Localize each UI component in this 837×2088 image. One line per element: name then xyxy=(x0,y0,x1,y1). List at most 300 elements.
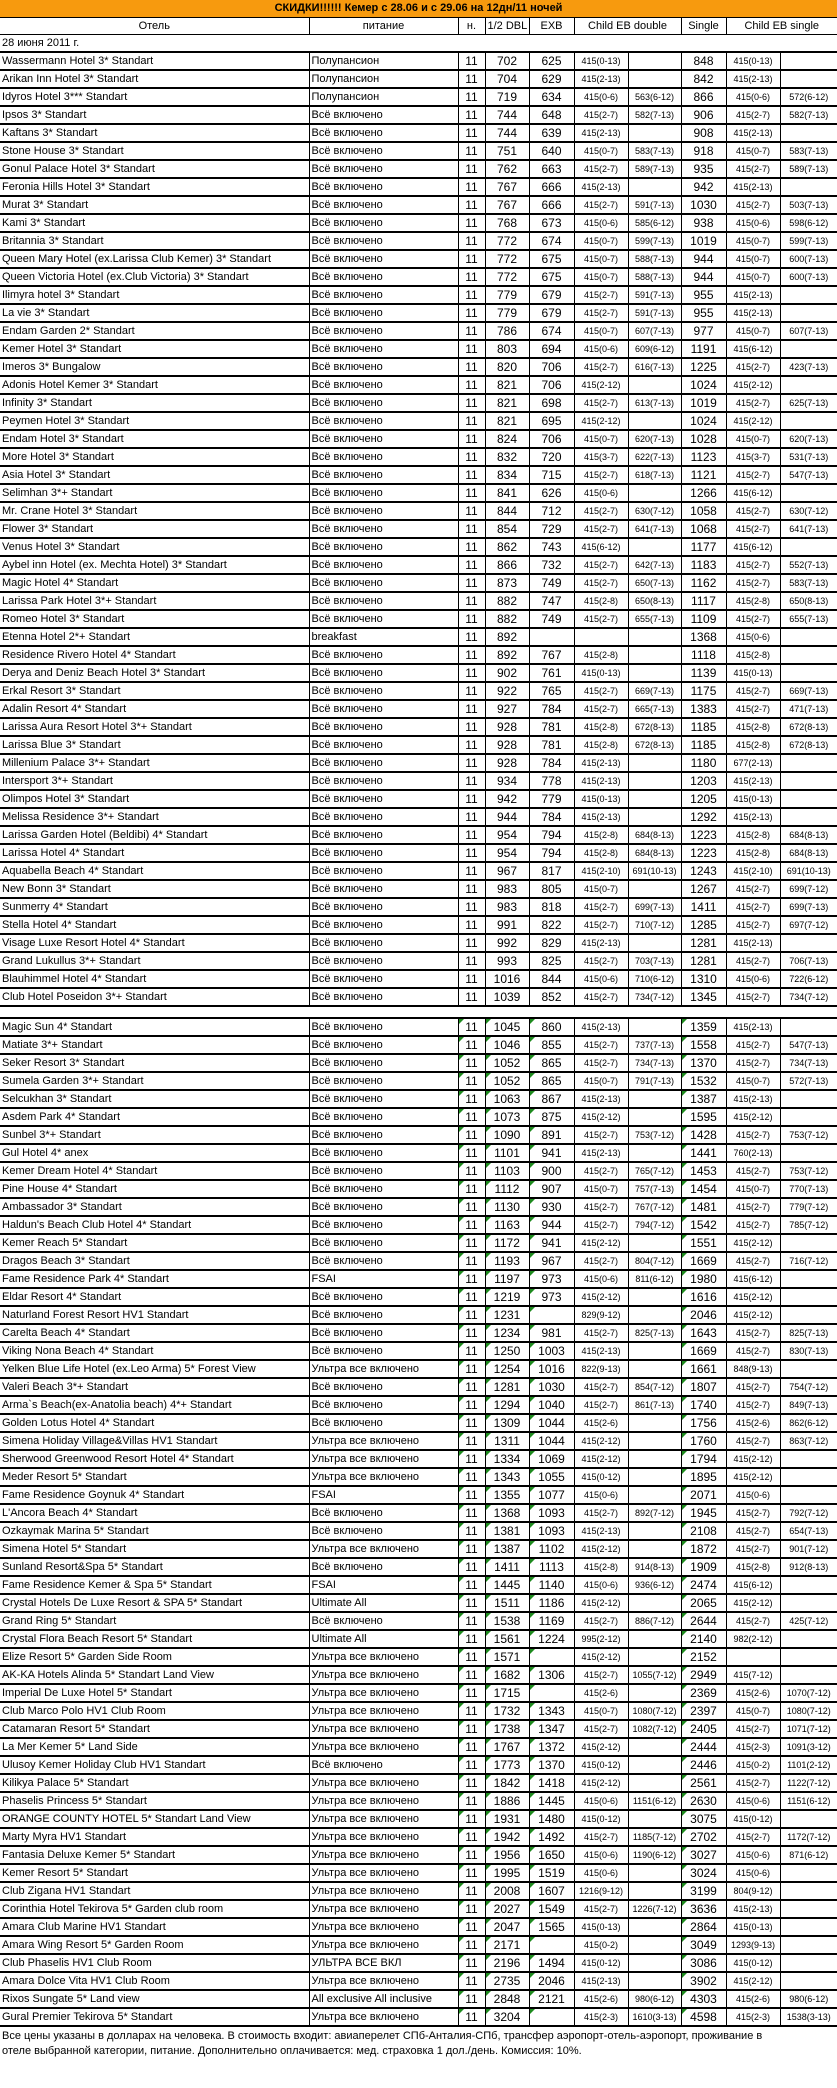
nights: 11 xyxy=(458,1054,485,1072)
child-eb-single-1 xyxy=(726,1648,780,1666)
single-price: 1643 xyxy=(681,1324,726,1342)
child-eb-single-1: 415(7-12) xyxy=(726,1666,780,1684)
exb-price: 1077 xyxy=(529,1486,574,1504)
dbl-price: 1886 xyxy=(485,1792,529,1810)
child-eb-double-1: 415(2-13) xyxy=(574,772,628,790)
child-eb-double-1: 415(2-13) xyxy=(574,808,628,826)
meal-plan: Ультра все включено xyxy=(309,1918,458,1936)
child-eb-single-1: 415(2-8) xyxy=(726,646,780,664)
single-price: 1162 xyxy=(681,574,726,592)
table-row xyxy=(0,1864,837,1882)
single-price: 906 xyxy=(681,106,726,124)
single-price: 1756 xyxy=(681,1414,726,1432)
hotel-name: La Mer Kemer 5* Land Side xyxy=(0,1738,309,1756)
child-eb-single-2: 792(7-12) xyxy=(780,1504,837,1522)
child-eb-single-1: 415(2-7) xyxy=(726,1198,780,1216)
child-eb-double-2: 620(7-13) xyxy=(628,430,681,448)
meal-plan: Всё включено xyxy=(309,1504,458,1522)
nights: 11 xyxy=(458,1990,485,2008)
hotel-name: L'Ancora Beach 4* Standart xyxy=(0,1504,309,1522)
table-row xyxy=(0,682,837,700)
single-price: 3075 xyxy=(681,1810,726,1828)
exb-price: 1343 xyxy=(529,1702,574,1720)
table-row xyxy=(0,484,837,502)
child-eb-single-2 xyxy=(780,1234,837,1252)
single-price: 1177 xyxy=(681,538,726,556)
single-price: 918 xyxy=(681,142,726,160)
child-eb-single-1: 415(0-7) xyxy=(726,232,780,250)
hotel-name: ORANGE COUNTY HOTEL 5* Standart Land View xyxy=(0,1810,309,1828)
nights: 11 xyxy=(458,1630,485,1648)
child-eb-single-2: 754(7-12) xyxy=(780,1378,837,1396)
meal-plan: Всё включено xyxy=(309,448,458,466)
child-eb-single-1: 415(2-7) xyxy=(726,1342,780,1360)
meal-plan: Всё включено xyxy=(309,1018,458,1036)
dbl-price: 928 xyxy=(485,718,529,736)
hotel-name: Corinthia Hotel Tekirova 5* Garden club room xyxy=(0,1900,309,1918)
child-eb-double-1: 822(9-13) xyxy=(574,1360,628,1378)
child-eb-single-2 xyxy=(780,304,837,322)
hotel-name: Peymen Hotel 3* Standart xyxy=(0,412,309,430)
dbl-price: 1571 xyxy=(485,1648,529,1666)
exb-price: 1370 xyxy=(529,1756,574,1774)
meal-plan: Ультра все включено xyxy=(309,1360,458,1378)
dbl-price: 1682 xyxy=(485,1666,529,1684)
single-price: 1453 xyxy=(681,1162,726,1180)
child-eb-single-2 xyxy=(780,1936,837,1954)
table-row xyxy=(0,1630,837,1648)
meal-plan: Всё включено xyxy=(309,322,458,340)
child-eb-single-2 xyxy=(780,754,837,772)
meal-plan: Ультра все включено xyxy=(309,1864,458,1882)
meal-plan: Всё включено xyxy=(309,1090,458,1108)
nights: 11 xyxy=(458,1576,485,1594)
child-eb-single-1: 415(2-7) xyxy=(726,574,780,592)
child-eb-double-2: 980(6-12) xyxy=(628,1990,681,2008)
nights: 11 xyxy=(458,1180,485,1198)
exb-price: 639 xyxy=(529,124,574,142)
nights: 11 xyxy=(458,538,485,556)
nights: 11 xyxy=(458,1972,485,1990)
single-price: 1266 xyxy=(681,484,726,502)
dbl-price: 1045 xyxy=(485,1018,529,1036)
single-price: 2446 xyxy=(681,1756,726,1774)
child-eb-single-1: 415(0-12) xyxy=(726,1954,780,1972)
single-price: 944 xyxy=(681,268,726,286)
dbl-price: 1773 xyxy=(485,1756,529,1774)
child-eb-double-1: 415(0-6) xyxy=(574,1486,628,1504)
child-eb-single-2 xyxy=(780,934,837,952)
hotel-name: More Hotel 3* Standart xyxy=(0,448,309,466)
nights: 11 xyxy=(458,304,485,322)
group1-body xyxy=(0,52,837,1006)
meal-plan: Всё включено xyxy=(309,1414,458,1432)
child-eb-single-1: 415(2-6) xyxy=(726,1990,780,2008)
hotel-name: Selcukhan 3* Standart xyxy=(0,1090,309,1108)
single-price: 2065 xyxy=(681,1594,726,1612)
nights: 11 xyxy=(458,394,485,412)
single-price: 3027 xyxy=(681,1846,726,1864)
exb-price: 675 xyxy=(529,268,574,286)
dbl-price: 772 xyxy=(485,250,529,268)
child-eb-single-2 xyxy=(780,628,837,646)
child-eb-single-1: 415(2-7) xyxy=(726,916,780,934)
dbl-price: 1052 xyxy=(485,1072,529,1090)
nights: 11 xyxy=(458,1846,485,1864)
single-price: 1595 xyxy=(681,1108,726,1126)
hotel-name: Infinity 3* Standart xyxy=(0,394,309,412)
single-price: 2474 xyxy=(681,1576,726,1594)
hotel-name: Larissa Blue 3* Standart xyxy=(0,736,309,754)
child-eb-single-1: 415(2-7) xyxy=(726,106,780,124)
header-child-eb-single: Child EB single xyxy=(726,18,837,35)
child-eb-double-2 xyxy=(628,1810,681,1828)
meal-plan: Всё включено xyxy=(309,1180,458,1198)
child-eb-double-1: 415(2-7) xyxy=(574,394,628,412)
child-eb-single-2: 531(7-13) xyxy=(780,448,837,466)
nights: 11 xyxy=(458,772,485,790)
child-eb-double-2: 563(6-12) xyxy=(628,88,681,106)
exb-price: 679 xyxy=(529,304,574,322)
hotel-name: Club Phaselis HV1 Club Room xyxy=(0,1954,309,1972)
child-eb-single-1: 415(0-6) xyxy=(726,1864,780,1882)
nights: 11 xyxy=(458,1954,485,1972)
child-eb-single-1: 415(2-7) xyxy=(726,196,780,214)
exb-price: 706 xyxy=(529,376,574,394)
single-price: 2630 xyxy=(681,1792,726,1810)
meal-plan: Всё включено xyxy=(309,538,458,556)
child-eb-double-1: 415(2-13) xyxy=(574,1522,628,1540)
child-eb-single-2: 503(7-13) xyxy=(780,196,837,214)
hotel-name: Kemer Hotel 3* Standart xyxy=(0,340,309,358)
dbl-price: 1738 xyxy=(485,1720,529,1738)
single-price: 1370 xyxy=(681,1054,726,1072)
hotel-name: Eldar Resort 4* Standart xyxy=(0,1288,309,1306)
child-eb-single-1: 415(2-12) xyxy=(726,1108,780,1126)
single-price: 1807 xyxy=(681,1378,726,1396)
hotel-name: Meder Resort 5* Standart xyxy=(0,1468,309,1486)
nights: 11 xyxy=(458,1684,485,1702)
child-eb-single-2 xyxy=(780,1972,837,1990)
dbl-price: 1538 xyxy=(485,1612,529,1630)
meal-plan: Всё включено xyxy=(309,1036,458,1054)
child-eb-double-2: 886(7-12) xyxy=(628,1612,681,1630)
child-eb-double-1: 415(2-6) xyxy=(574,1990,628,2008)
child-eb-double-1: 829(9-12) xyxy=(574,1306,628,1324)
table-row xyxy=(0,1162,837,1180)
child-eb-single-2 xyxy=(780,1594,837,1612)
child-eb-double-1: 415(0-7) xyxy=(574,1072,628,1090)
dbl-price: 967 xyxy=(485,862,529,880)
nights: 11 xyxy=(458,844,485,862)
child-eb-single-1: 415(2-6) xyxy=(726,1414,780,1432)
child-eb-single-2: 1091(3-12) xyxy=(780,1738,837,1756)
exb-price: 1306 xyxy=(529,1666,574,1684)
exb-price: 743 xyxy=(529,538,574,556)
table-row xyxy=(0,1378,837,1396)
dbl-price: 1130 xyxy=(485,1198,529,1216)
child-eb-single-2 xyxy=(780,1486,837,1504)
meal-plan: Всё включено xyxy=(309,664,458,682)
child-eb-double-2 xyxy=(628,1288,681,1306)
child-eb-double-1: 415(2-7) xyxy=(574,1036,628,1054)
hotel-name: Asia Hotel 3* Standart xyxy=(0,466,309,484)
child-eb-single-2: 871(6-12) xyxy=(780,1846,837,1864)
hotel-name: Imperial De Luxe Hotel 5* Standart xyxy=(0,1684,309,1702)
child-eb-double-2: 811(6-12) xyxy=(628,1270,681,1288)
exb-price: 712 xyxy=(529,502,574,520)
table-row xyxy=(0,1486,837,1504)
hotel-name: Aquabella Beach 4* Standart xyxy=(0,862,309,880)
meal-plan: Всё включено xyxy=(309,430,458,448)
child-eb-single-2: 722(6-12) xyxy=(780,970,837,988)
child-eb-single-1: 848(9-13) xyxy=(726,1360,780,1378)
child-eb-single-2: 706(7-13) xyxy=(780,952,837,970)
meal-plan: Всё включено xyxy=(309,772,458,790)
table-row xyxy=(0,1702,837,1720)
child-eb-single-2: 583(7-13) xyxy=(780,142,837,160)
exb-price: 944 xyxy=(529,1216,574,1234)
hotel-name: Catamaran Resort 5* Standart xyxy=(0,1720,309,1738)
hotel-name: Selimhan 3*+ Standart xyxy=(0,484,309,502)
hotel-name: Erkal Resort 3* Standart xyxy=(0,682,309,700)
dbl-price: 2735 xyxy=(485,1972,529,1990)
meal-plan: FSAI xyxy=(309,1486,458,1504)
child-eb-single-1: 415(2-7) xyxy=(726,1324,780,1342)
table-row xyxy=(0,1648,837,1666)
child-eb-single-1: 415(2-7) xyxy=(726,700,780,718)
child-eb-single-2 xyxy=(780,412,837,430)
dbl-price: 772 xyxy=(485,268,529,286)
table-row xyxy=(0,1342,837,1360)
dbl-price: 1767 xyxy=(485,1738,529,1756)
hotel-name: Murat 3* Standart xyxy=(0,196,309,214)
dbl-price: 993 xyxy=(485,952,529,970)
child-eb-single-1: 415(2-7) xyxy=(726,1432,780,1450)
hotel-name: New Bonn 3* Standart xyxy=(0,880,309,898)
single-price: 1661 xyxy=(681,1360,726,1378)
dbl-price: 2196 xyxy=(485,1954,529,1972)
dbl-price: 854 xyxy=(485,520,529,538)
child-eb-double-2: 589(7-13) xyxy=(628,160,681,178)
single-price: 1225 xyxy=(681,358,726,376)
hotel-name: Matiate 3*+ Standart xyxy=(0,1036,309,1054)
child-eb-single-1: 415(0-7) xyxy=(726,142,780,160)
hotel-name: Kemer Resort 5* Standart xyxy=(0,1864,309,1882)
single-price: 1175 xyxy=(681,682,726,700)
single-price: 3636 xyxy=(681,1900,726,1918)
dbl-price: 1995 xyxy=(485,1864,529,1882)
nights: 11 xyxy=(458,1936,485,1954)
child-eb-single-1: 415(2-7) xyxy=(726,880,780,898)
hotel-name: Olimpos Hotel 3* Standart xyxy=(0,790,309,808)
exb-price xyxy=(529,1306,574,1324)
single-price: 2561 xyxy=(681,1774,726,1792)
child-eb-double-1: 415(2-12) xyxy=(574,376,628,394)
child-eb-double-1: 415(2-12) xyxy=(574,1108,628,1126)
single-price: 2702 xyxy=(681,1828,726,1846)
child-eb-single-1: 415(2-7) xyxy=(726,1036,780,1054)
dbl-price: 1193 xyxy=(485,1252,529,1270)
table-row xyxy=(0,1774,837,1792)
child-eb-double-1: 415(2-7) xyxy=(574,610,628,628)
hotel-name: Romeo Hotel 3* Standart xyxy=(0,610,309,628)
exb-price: 973 xyxy=(529,1270,574,1288)
single-price: 3086 xyxy=(681,1954,726,1972)
child-eb-single-1: 415(2-7) xyxy=(726,1828,780,1846)
meal-plan: Всё включено xyxy=(309,1342,458,1360)
single-price: 1383 xyxy=(681,700,726,718)
dbl-price: 1090 xyxy=(485,1126,529,1144)
dbl-price: 824 xyxy=(485,430,529,448)
exb-price: 695 xyxy=(529,412,574,430)
exb-price: 1224 xyxy=(529,1630,574,1648)
meal-plan: Всё включено xyxy=(309,1378,458,1396)
table-row xyxy=(0,394,837,412)
exb-price: 729 xyxy=(529,520,574,538)
child-eb-double-1: 415(2-12) xyxy=(574,1432,628,1450)
table-row xyxy=(0,844,837,862)
meal-plan: Всё включено xyxy=(309,250,458,268)
meal-plan: Всё включено xyxy=(309,124,458,142)
single-price: 1180 xyxy=(681,754,726,772)
child-eb-double-2 xyxy=(628,1594,681,1612)
child-eb-single-2: 785(7-12) xyxy=(780,1216,837,1234)
exb-price: 1102 xyxy=(529,1540,574,1558)
dbl-price: 1956 xyxy=(485,1846,529,1864)
child-eb-double-1: 415(2-7) xyxy=(574,1504,628,1522)
hotel-name: Amara Wing Resort 5* Garden Room xyxy=(0,1936,309,1954)
table-row xyxy=(0,520,837,538)
nights: 11 xyxy=(458,178,485,196)
table-row xyxy=(0,772,837,790)
child-eb-single-2 xyxy=(780,538,837,556)
meal-plan: Ультра все включено xyxy=(309,1882,458,1900)
child-eb-double-2: 710(6-12) xyxy=(628,970,681,988)
table-row xyxy=(0,1072,837,1090)
nights: 11 xyxy=(458,1126,485,1144)
table-row xyxy=(0,1900,837,1918)
dbl-price: 762 xyxy=(485,160,529,178)
single-price: 1223 xyxy=(681,826,726,844)
child-eb-double-2 xyxy=(628,1972,681,1990)
single-price: 2949 xyxy=(681,1666,726,1684)
hotel-name: Simena Hotel 5* Standart xyxy=(0,1540,309,1558)
single-price: 1292 xyxy=(681,808,726,826)
child-eb-double-1: 415(2-7) xyxy=(574,1378,628,1396)
child-eb-single-1: 415(0-7) xyxy=(726,1702,780,1720)
child-eb-double-2: 672(8-13) xyxy=(628,736,681,754)
nights: 11 xyxy=(458,1918,485,1936)
child-eb-single-1: 415(2-7) xyxy=(726,160,780,178)
child-eb-double-2: 703(7-13) xyxy=(628,952,681,970)
nights: 11 xyxy=(458,520,485,538)
footnote: Все цены указаны в долларах на человека. В стоимость входит: авиаперелет СПб-Анталия-СПб, трансфер аэропорт-отель-аэропорт, проживание в отеле выбранной категории, питание. Дополнительно оплачивается: мед. страховка 1 дол./день. Комиссия: 10%. xyxy=(2,2030,763,2057)
hotel-name: La vie 3* Standart xyxy=(0,304,309,322)
child-eb-single-1: 415(2-3) xyxy=(726,1738,780,1756)
child-eb-double-1: 415(0-7) xyxy=(574,142,628,160)
child-eb-single-1: 415(2-7) xyxy=(726,1396,780,1414)
hotel-name: Magic Hotel 4* Standart xyxy=(0,574,309,592)
group2-body xyxy=(0,1018,837,2026)
child-eb-double-2: 655(7-13) xyxy=(628,610,681,628)
nights: 11 xyxy=(458,898,485,916)
nights: 11 xyxy=(458,1306,485,1324)
hotel-name: Club Marco Polo HV1 Club Room xyxy=(0,1702,309,1720)
nights: 11 xyxy=(458,718,485,736)
meal-plan: Ультра все включено xyxy=(309,1936,458,1954)
exb-price: 634 xyxy=(529,88,574,106)
child-eb-single-2: 734(7-12) xyxy=(780,988,837,1006)
child-eb-single-2 xyxy=(780,1954,837,1972)
child-eb-single-1: 415(0-7) xyxy=(726,322,780,340)
single-price: 866 xyxy=(681,88,726,106)
nights: 11 xyxy=(458,1774,485,1792)
table-row xyxy=(0,1594,837,1612)
child-eb-double-1: 415(2-7) xyxy=(574,1900,628,1918)
child-eb-single-2: 779(7-12) xyxy=(780,1198,837,1216)
nights: 11 xyxy=(458,754,485,772)
hotel-name: Residence Rivero Hotel 4* Standart xyxy=(0,646,309,664)
dbl-price: 1931 xyxy=(485,1810,529,1828)
dbl-price: 1411 xyxy=(485,1558,529,1576)
child-eb-single-1: 415(0-12) xyxy=(726,1810,780,1828)
exb-price: 767 xyxy=(529,646,574,664)
single-price: 1030 xyxy=(681,196,726,214)
meal-plan: Всё включено xyxy=(309,214,458,232)
child-eb-single-1: 415(2-12) xyxy=(726,1306,780,1324)
child-eb-single-1: 415(0-13) xyxy=(726,664,780,682)
child-eb-double-1: 415(2-8) xyxy=(574,736,628,754)
exb-price: 794 xyxy=(529,844,574,862)
exb-price: 720 xyxy=(529,448,574,466)
child-eb-single-1: 415(2-13) xyxy=(726,1018,780,1036)
child-eb-double-1: 415(0-13) xyxy=(574,1918,628,1936)
header-exb: EXB xyxy=(529,18,574,35)
child-eb-single-2 xyxy=(780,1648,837,1666)
child-eb-single-2: 699(7-13) xyxy=(780,898,837,916)
nights: 11 xyxy=(458,1432,485,1450)
single-price: 1359 xyxy=(681,1018,726,1036)
child-eb-single-2 xyxy=(780,376,837,394)
child-eb-single-1: 982(2-12) xyxy=(726,1630,780,1648)
child-eb-single-2: 716(7-12) xyxy=(780,1252,837,1270)
date-row xyxy=(0,35,837,53)
hotel-name: Sunland Resort&Spa 5* Standart xyxy=(0,1558,309,1576)
child-eb-single-2: 770(7-13) xyxy=(780,1180,837,1198)
hotel-name: Mr. Crane Hotel 3* Standart xyxy=(0,502,309,520)
child-eb-single-1: 415(2-7) xyxy=(726,1540,780,1558)
single-price: 1139 xyxy=(681,664,726,682)
child-eb-double-2: 1190(6-12) xyxy=(628,1846,681,1864)
child-eb-single-1: 415(3-7) xyxy=(726,448,780,466)
dbl-price: 1231 xyxy=(485,1306,529,1324)
single-price: 2152 xyxy=(681,1648,726,1666)
child-eb-double-2: 753(7-12) xyxy=(628,1126,681,1144)
hotel-name: Larissa Park Hotel 3*+ Standart xyxy=(0,592,309,610)
table-row xyxy=(0,1684,837,1702)
child-eb-single-1: 415(2-8) xyxy=(726,592,780,610)
meal-plan: Всё включено xyxy=(309,1306,458,1324)
hotel-name: Imeros 3* Bungalow xyxy=(0,358,309,376)
exb-price: 781 xyxy=(529,718,574,736)
hotel-name: Viking Nona Beach 4* Standart xyxy=(0,1342,309,1360)
hotel-name: Sunmerry 4* Standart xyxy=(0,898,309,916)
meal-plan: Всё включено xyxy=(309,988,458,1006)
single-price: 1121 xyxy=(681,466,726,484)
dbl-price: 1368 xyxy=(485,1504,529,1522)
child-eb-double-2: 767(7-12) xyxy=(628,1198,681,1216)
